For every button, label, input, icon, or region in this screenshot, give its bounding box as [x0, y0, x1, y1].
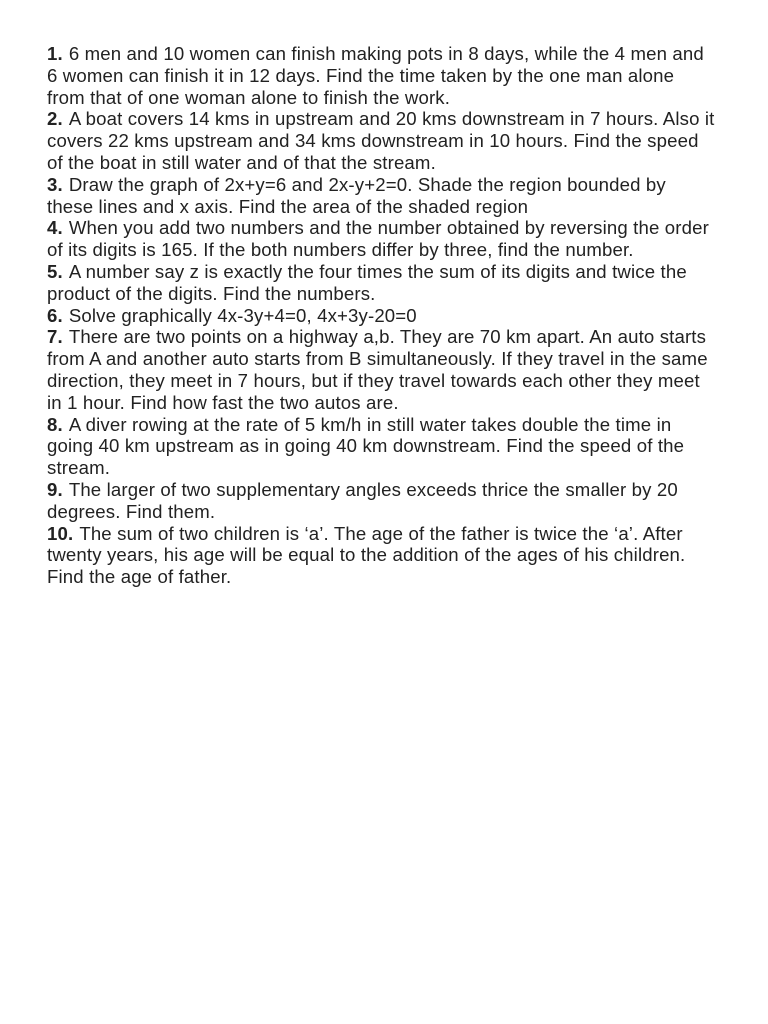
question-number: 5. — [47, 260, 63, 282]
question-number: 7. — [47, 326, 63, 348]
question-7 — [47, 326, 715, 413]
question-list — [47, 43, 715, 588]
question-2 — [47, 108, 715, 173]
question-text: The larger of two supplementary angles exceeds thrice the smaller by 20 degrees. Find them. — [47, 478, 678, 522]
question-number: 6. — [47, 304, 63, 326]
question-number: 8. — [47, 413, 63, 435]
question-number: 3. — [47, 173, 63, 195]
question-text: The sum of two children is ‘a’. The age of the father is twice the ‘a’. After twenty years, his age will be equal to the addition of the ages of his children. Find the age of father. — [47, 522, 686, 588]
question-number: 2. — [47, 108, 63, 130]
question-number: 10. — [47, 522, 74, 544]
question-4 — [47, 217, 715, 261]
question-number: 1. — [47, 43, 63, 64]
question-text: A number say z is exactly the four times the sum of its digits and twice the product of the digits. Find the numbers. — [47, 260, 687, 304]
question-text: There are two points on a highway a,b. They are 70 km apart. An auto starts from A and another auto starts from B simultaneously. If they travel in the same direction, they meet in 7 hours, but if they travel towards each other they meet in 1 hour. Find how fast the two autos are. — [47, 326, 708, 413]
question-text: Draw the graph of 2x+y=6 and 2x-y+2=0. Shade the region bounded by these lines and x axis. Find the area of the shaded region — [47, 173, 666, 217]
question-text: 6 men and 10 women can finish making pots in 8 days, while the 4 men and 6 women can finish it in 12 days. Find the time taken by the one man alone from that of one woman alone to finish the work. — [47, 43, 704, 108]
question-6 — [47, 305, 715, 327]
question-9 — [47, 479, 715, 523]
question-10 — [47, 523, 715, 588]
question-8 — [47, 414, 715, 479]
question-1 — [47, 43, 715, 108]
question-3 — [47, 174, 715, 218]
question-number: 9. — [47, 478, 63, 500]
question-text: When you add two numbers and the number obtained by reversing the order of its digits is 165. If the both numbers differ by three, find the number. — [47, 217, 709, 261]
question-text: A boat covers 14 kms in upstream and 20 kms downstream in 7 hours. Also it covers 22 kms upstream and 34 kms downstream in 10 hours. Find the speed of the boat in still water and of that the stream. — [47, 108, 715, 173]
question-number: 4. — [47, 217, 63, 239]
question-5 — [47, 261, 715, 305]
question-text: Solve graphically 4x-3y+4=0, 4x+3y-20=0 — [68, 304, 417, 326]
question-text: A diver rowing at the rate of 5 km/h in still water takes double the time in going 40 km upstream as in going 40 km downstream. Find the speed of the stream. — [47, 413, 685, 479]
